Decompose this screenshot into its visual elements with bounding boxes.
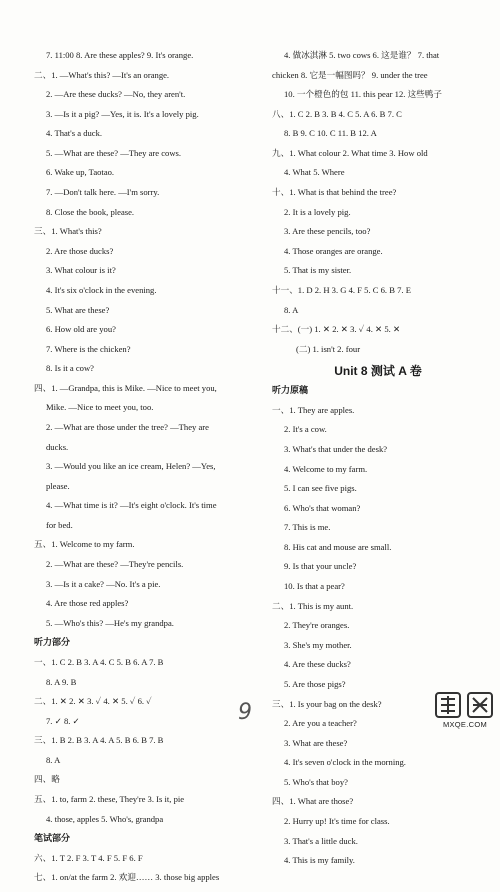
answer-line: 五、1. Welcome to my farm. xyxy=(34,539,135,550)
section-heading: 听力部分 xyxy=(34,637,71,648)
answer-line: 2. It's a cow. xyxy=(284,424,327,435)
answer-line: 8. A xyxy=(284,304,299,315)
answer-line: 2. It is a lovely pig. xyxy=(284,206,351,217)
answer-line: 2. —What are these? —They're pencils. xyxy=(46,559,184,570)
answer-line: 9. Is that your uncle? xyxy=(284,561,357,572)
watermark-logo xyxy=(434,690,496,734)
answer-line: 2. Are you a teacher? xyxy=(284,718,357,729)
answer-line: 4. Are those red apples? xyxy=(46,598,129,609)
answer-line: 6. How old are you? xyxy=(46,324,116,335)
answer-line: 3. What's that under the desk? xyxy=(284,443,388,454)
answer-line: 八、1. C 2. B 3. B 4. C 5. A 6. B 7. C xyxy=(272,108,402,119)
answer-line: 3. That's a little duck. xyxy=(284,835,358,846)
answer-line: ducks. xyxy=(46,441,69,452)
answer-line: 10. 一个橙色的包 11. this pear 12. 这些鸭子 xyxy=(284,89,442,100)
answer-line: 3. She's my mother. xyxy=(284,639,352,650)
answer-line: 3. What colour is it? xyxy=(46,265,116,276)
answer-line: 4. That's a duck. xyxy=(46,128,103,139)
answer-line: 5. What are these? xyxy=(46,304,110,315)
answer-line: 四、略 xyxy=(34,774,60,785)
answer-line: 4. What 5. Where xyxy=(284,167,345,178)
answer-line: 4. Are these ducks? xyxy=(284,659,351,670)
answer-line: 3. What are these? xyxy=(284,737,348,748)
answer-line: for bed. xyxy=(46,519,73,530)
watermark-text: MXQE.COM xyxy=(442,720,488,729)
watermark-seal-icon xyxy=(434,690,496,720)
answer-line: 4. It's six o'clock in the evening. xyxy=(46,284,157,295)
answer-line: 5. —Who's this? —He's my grandpa. xyxy=(46,617,174,628)
answer-line: 2. —Are these ducks? —No, they aren't. xyxy=(46,89,186,100)
answer-line: 三、1. B 2. B 3. A 4. A 5. B 6. B 7. B xyxy=(34,735,164,746)
answer-line: 5. Who's that boy? xyxy=(284,776,348,787)
answer-line: 3. —Is it a pig? —Yes, it is. It's a lovely pig. xyxy=(46,108,199,119)
answer-line: 三、1. What's this? xyxy=(34,226,102,237)
answer-line: 7. This is me. xyxy=(284,522,331,533)
answer-line: 2. Hurry up! It's time for class. xyxy=(284,815,390,826)
answer-line: 7. ✓ 8. ✓ xyxy=(46,715,80,726)
answer-line: 7. Where is the chicken? xyxy=(46,343,131,354)
section-heading: 听力原稿 xyxy=(272,385,309,396)
left-column xyxy=(34,50,256,892)
answer-line: 8. B 9. C 10. C 11. B 12. A xyxy=(284,128,377,139)
answer-line: 一、1. They are apples. xyxy=(272,404,355,415)
answer-line: 3. —Would you like an ice cream, Helen? —Yes, xyxy=(46,461,216,472)
answer-line: 8. A xyxy=(46,754,61,765)
answer-line: 4. It's seven o'clock in the morning. xyxy=(284,757,406,768)
section-heading: 笔试部分 xyxy=(34,833,71,844)
answer-line: 4. This is my family. xyxy=(284,855,355,866)
answer-line: 4. —What time is it? —It's eight o'clock. It's time xyxy=(46,500,217,511)
answer-line: 十二、(一) 1. ✕ 2. ✕ 3. ✓ 4. ✕ 5. ✕ xyxy=(272,324,401,335)
answer-line: 8. Is it a cow? xyxy=(46,363,94,374)
answer-line: 8. Close the book, please. xyxy=(46,206,135,217)
answer-line: 6. Wake up, Taotao. xyxy=(46,167,115,178)
page-number: 9 xyxy=(238,700,252,725)
answer-line: chicken 8. 它是一幅图吗？ 9. under the tree xyxy=(272,69,428,80)
answer-line: 4. those, apples 5. Who's, grandpa xyxy=(46,813,164,824)
answer-line: 二、1. This is my aunt. xyxy=(272,600,354,611)
answer-line: 4. Those oranges are orange. xyxy=(284,245,383,256)
answer-line: 4. Welcome to my farm. xyxy=(284,463,368,474)
answer-line: 二、1. —What's this? —It's an orange. xyxy=(34,69,170,80)
answer-line: 2. They're oranges. xyxy=(284,620,350,631)
answer-line: 5. I can see five pigs. xyxy=(284,483,357,494)
answer-line: 2. —What are those under the tree? —They are xyxy=(46,421,209,432)
answer-line: please. xyxy=(46,480,70,491)
answer-line: 七、1. on/at the farm 2. 欢迎…… 3. those big apples xyxy=(34,872,220,883)
right-column xyxy=(272,50,484,875)
answer-line: 5. —What are these? —They are cows. xyxy=(46,147,182,158)
answer-line: 5. That is my sister. xyxy=(284,265,352,276)
answer-line: 十、1. What is that behind the tree? xyxy=(272,187,397,198)
answer-line: 6. Who's that woman? xyxy=(284,502,361,513)
answer-line: 四、1. What are those? xyxy=(272,796,354,807)
answer-line: 5. Are those pigs? xyxy=(284,678,346,689)
answer-line: 三、1. Is your bag on the desk? xyxy=(272,698,382,709)
answer-line: 10. Is that a pear? xyxy=(284,581,345,592)
answer-line: 7. —Don't talk here. —I'm sorry. xyxy=(46,187,160,198)
answer-line: 四、1. —Grandpa, this is Mike. —Nice to meet you, xyxy=(34,382,217,393)
answer-line: 2. Are those ducks? xyxy=(46,245,114,256)
listening-script xyxy=(272,385,484,866)
answer-line: 十一、1. D 2. H 3. G 4. F 5. C 6. B 7. E xyxy=(272,284,411,295)
answer-line: 8. A 9. B xyxy=(46,676,77,687)
answer-line: 8. His cat and mouse are small. xyxy=(284,541,392,552)
answer-line: 7. 11:00 8. Are these apples? 9. It's orange. xyxy=(46,50,194,60)
answer-line: Mike. —Nice to meet you, too. xyxy=(46,402,154,413)
answer-line: 3. Are these pencils, too? xyxy=(284,226,371,237)
answer-line: 二、1. ✕ 2. ✕ 3. ✓ 4. ✕ 5. ✓ 6. ✓ xyxy=(34,696,152,707)
answer-line: 五、1. to, farm 2. these, They're 3. Is it, pie xyxy=(34,793,185,804)
unit-title: Unit 8 测试 A 卷 xyxy=(334,364,422,379)
answer-line: 一、1. C 2. B 3. A 4. C 5. B 6. A 7. B xyxy=(34,656,164,667)
answer-line: 3. —Is it a cake? —No. It's a pie. xyxy=(46,578,161,589)
unit7-answers-continued xyxy=(272,50,484,355)
answer-line: 4. 做冰淇淋 5. two cows 6. 这是谁？ 7. that xyxy=(284,50,440,60)
answer-line: 九、1. What colour 2. What time 3. How old xyxy=(272,147,428,158)
answer-line: (二) 1. isn't 2. four xyxy=(296,343,361,354)
answer-line: 六、1. T 2. F 3. T 4. F 5. F 6. F xyxy=(34,852,143,863)
